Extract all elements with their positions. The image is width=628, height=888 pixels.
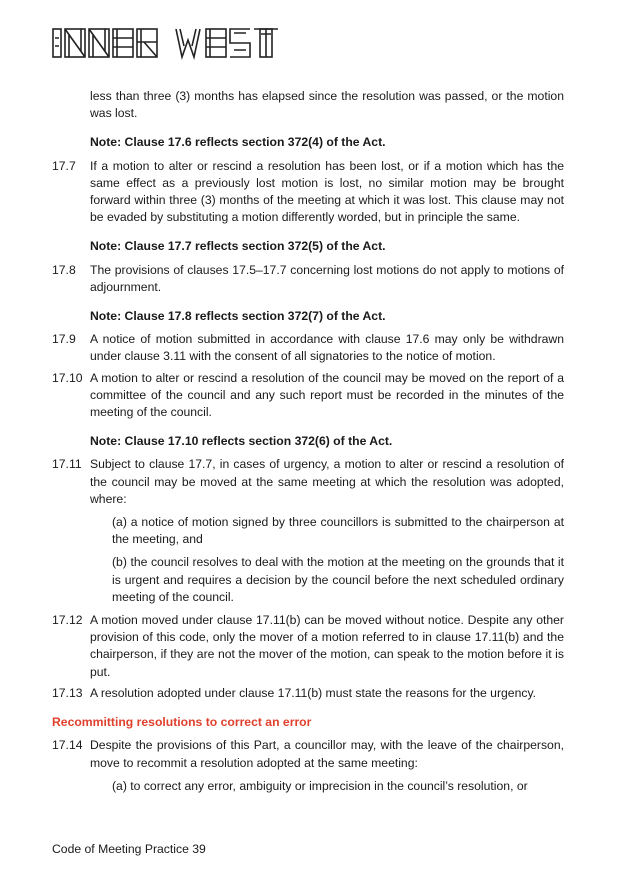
- clause-17-14: [52, 737, 564, 771]
- clause-text: The provisions of clauses 17.5–17.7 concerning lost motions do not apply to motions of adjournment.: [90, 262, 564, 294]
- clause-17-8: [52, 262, 564, 296]
- clause-number: 17.10: [52, 370, 83, 385]
- note-17-6: Note: Clause 17.6 reflects section 372(4) of the Act.: [90, 135, 386, 150]
- clause-text: A notice of motion submitted in accordance with clause 17.6 may only be withdrawn under clause 3.11 with the consent of all signatories to the notice of motion.: [90, 332, 564, 364]
- clause-17-9: [52, 331, 564, 365]
- note-17-10: Note: Clause 17.10 reflects section 372(6) of the Act.: [90, 434, 393, 449]
- inner-west-logo: [52, 26, 292, 60]
- note-17-7: Note: Clause 17.7 reflects section 372(5) of the Act.: [90, 239, 386, 254]
- clause-text: Despite the provisions of this Part, a councillor may, with the leave of the chairperson, move to recommit a resolution adopted at the same meeting:: [90, 738, 564, 770]
- clause-text: Subject to clause 17.7, in cases of urgency, a motion to alter or rescind a resolution of the council may be moved at the same meeting at which the resolution was adopted, where:: [90, 457, 564, 506]
- clause-number: 17.12: [52, 613, 83, 628]
- clause-text: A resolution adopted under clause 17.11(b) must state the reasons for the urgency.: [90, 685, 537, 700]
- subclause-17-14-a: (a) to correct any error, ambiguity or imprecision in the council’s resolution, or: [112, 778, 528, 793]
- clause-17-12: [52, 612, 564, 681]
- section-heading: Recommitting resolutions to correct an error: [52, 715, 312, 730]
- clause-number: 17.9: [52, 332, 76, 347]
- clause-17-7: [52, 158, 564, 227]
- clause-number: 17.13: [52, 685, 83, 700]
- clause-text: A motion moved under clause 17.11(b) can be moved without notice. Despite any other provision of this code, only the mover of a motion referred to in clause 17.11(b) and the chairperson, if they are not the mover of the motion, can speak to the motion before it is put.: [90, 613, 564, 679]
- subclause-17-11-a: (a) a notice of motion signed by three councillors is submitted to the chairperson at the meeting, and: [112, 515, 564, 547]
- page-content: [52, 88, 564, 801]
- clause-number: 17.11: [52, 457, 82, 472]
- clause-17-13: [52, 685, 564, 702]
- clause-text: If a motion to alter or rescind a resolution has been lost, or if a motion which has the same effect as a previously lost motion is lost, no similar motion may be brought forward within three (3) months of the meeting at which it was lost. This clause may not be evaded by substituting a motion differently worded, but in principle the same.: [90, 158, 564, 225]
- page-footer: Code of Meeting Practice 39: [52, 842, 206, 856]
- note-17-8: Note: Clause 17.8 reflects section 372(7) of the Act.: [90, 309, 386, 324]
- subclause-17-11-b: (b) the council resolves to deal with the motion at the meeting on the grounds that it is urgent and requires a decision by the council before the next scheduled ordinary meeting of the council.: [112, 555, 564, 604]
- clause-17-6-continuation: less than three (3) months has elapsed since the resolution was passed, or the motion was lost.: [90, 89, 564, 121]
- clause-number: 17.8: [52, 262, 76, 277]
- clause-17-10: [52, 370, 564, 422]
- clause-text: A motion to alter or rescind a resolution of the council may be moved on the report of a committee of the council and any such report must be recorded in the minutes of the meeting of the council.: [90, 370, 564, 420]
- clause-17-11: [52, 456, 564, 508]
- clause-number: 17.7: [52, 158, 76, 173]
- clause-number: 17.14: [52, 738, 83, 753]
